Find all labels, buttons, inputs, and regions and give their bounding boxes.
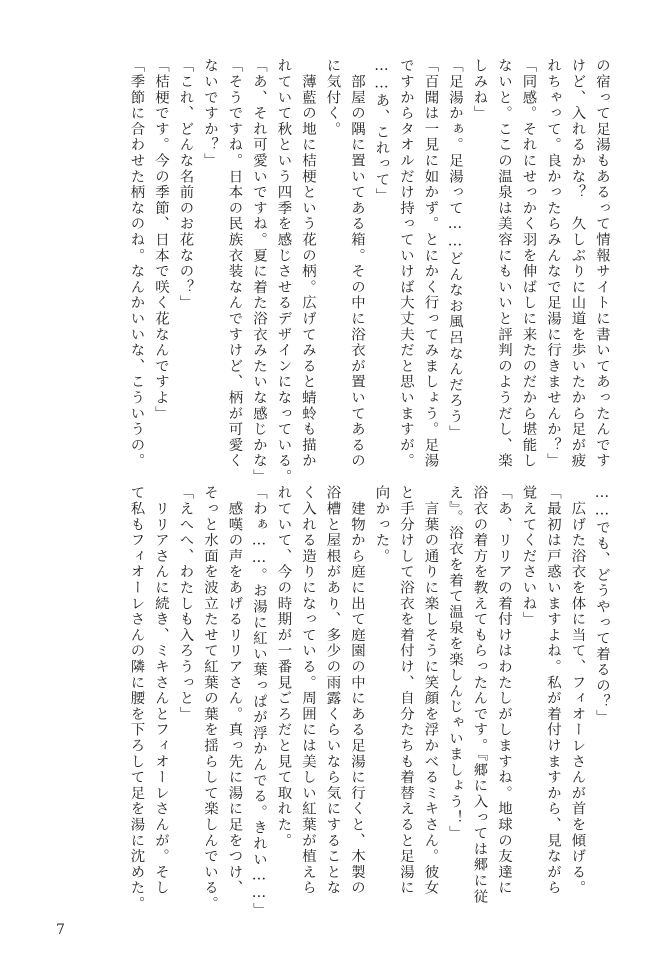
text-column: 「同感。それにせっかく羽を伸ばしに来たのだから堪能し [520,58,537,469]
text-column: え』。浴衣を着て温泉を楽しんじゃいましょう！」 [447,485,463,842]
text-column: 「そうですね。日本の民族衣装なんですけど、柄が可愛く [226,58,243,469]
text-column: 「えへへ、わたしも入ろうっと」 [177,485,194,722]
text-column: しみね」 [471,58,488,122]
text-column: 覚えてくださいね」 [520,485,537,628]
text-block-top [124,58,614,485]
text-column: 向かった。 [373,485,390,564]
text-column: 「最初は戸惑いますよね。私が着付けますから、見ながら [545,485,561,896]
text-block-bottom [124,485,614,918]
text-column: れちゃって。良かったらみんなで足湯に行きませんか？」 [545,58,561,469]
text-column: ないですか？」 [202,58,218,169]
text-column: 「わぁ……。お湯に紅い葉っぱが浮かんでる。きれい……」 [251,485,267,918]
text-column: 「季節に合わせた柄なのね。なんかいいな、こういうの。 [128,58,145,469]
text-column: 「百聞は一見に如かず。とにかく行ってみましょう。足湯 [422,58,439,469]
text-column: 「あ、それ可愛いですね。夏に着た浴衣みたいな感じかな」 [251,58,267,485]
text-column: 部屋の隅に置いてある箱。その中に浴衣が置いてあるの [349,58,365,469]
text-column: リリアさんに続き、ミキさんとフィオーレさんが。そし [153,485,169,896]
page-number: 7 [56,922,65,938]
text-column: れていて、今の時期が一番見ごろだと見て取れた。 [275,485,292,849]
text-column: 「桔梗です。今の季節、日本で咲く花なんですよ」 [153,58,169,422]
text-column: 言葉の通りに楽しそうに笑顔を浮かべるミキさん。彼女 [422,485,439,896]
text-column: 建物から庭に出て庭園の中にある足湯に行くと、木製の [349,485,365,896]
text-column: と手分けして浴衣を着付け、自分たちも着替えると足湯に [398,485,414,896]
text-column: ……でも、どうやって着るの？」 [594,485,610,726]
text-column: 浴槽と屋根があり、多少の雨露くらいなら気にすることな [324,485,341,896]
text-column: れていて秋という四季を感じさせるデザインになっている。 [275,58,292,485]
text-column: ……あ、これって」 [373,58,390,204]
text-column: く入れる造りになっている。周囲には美しい紅葉が植えら [300,485,316,896]
text-column: 「足湯かぁ。足湯って……どんなお風呂なんだろう」 [447,58,463,441]
text-column: 浴衣の着方を教えてもらったんです。『郷に入っては郷に従 [471,485,488,905]
text-column: 広げた浴衣を体に当て、フィオーレさんが首を傾げる。 [569,485,586,896]
text-column: 「あ、リリアの着付けはわたしがしますね。地球の友達に [496,485,512,896]
text-column: ないと。ここの温泉は美容にもいいと評判のようだし、楽 [496,58,512,469]
text-column: けど、入れるかな？ 久しぶりに山道を歩いたから足が疲 [569,58,586,469]
text-column: に気付く。 [324,58,341,137]
text-column: 感嘆の声をあげるリリアさん。真っ先に湯に足をつけ、 [226,485,243,896]
text-column: そっと水面を波立たせて紅葉の葉を揺らして楽しんでいる。 [202,485,218,912]
text-column: て私もフィオーレさんの隣に腰を下ろして足を湯に沈めた。 [128,485,145,912]
text-column: ですからタオルだけ持っていけば大丈夫だと思いますが。 [398,58,414,469]
text-column: 「これ、どんな名前のお花なの？」 [177,58,194,311]
text-column: の宿って足湯もあるって情報サイトに書いてあったんです [594,58,610,469]
text-column: 薄藍の地に桔梗という花の柄。広げてみると蜻蛉も描か [300,58,316,469]
